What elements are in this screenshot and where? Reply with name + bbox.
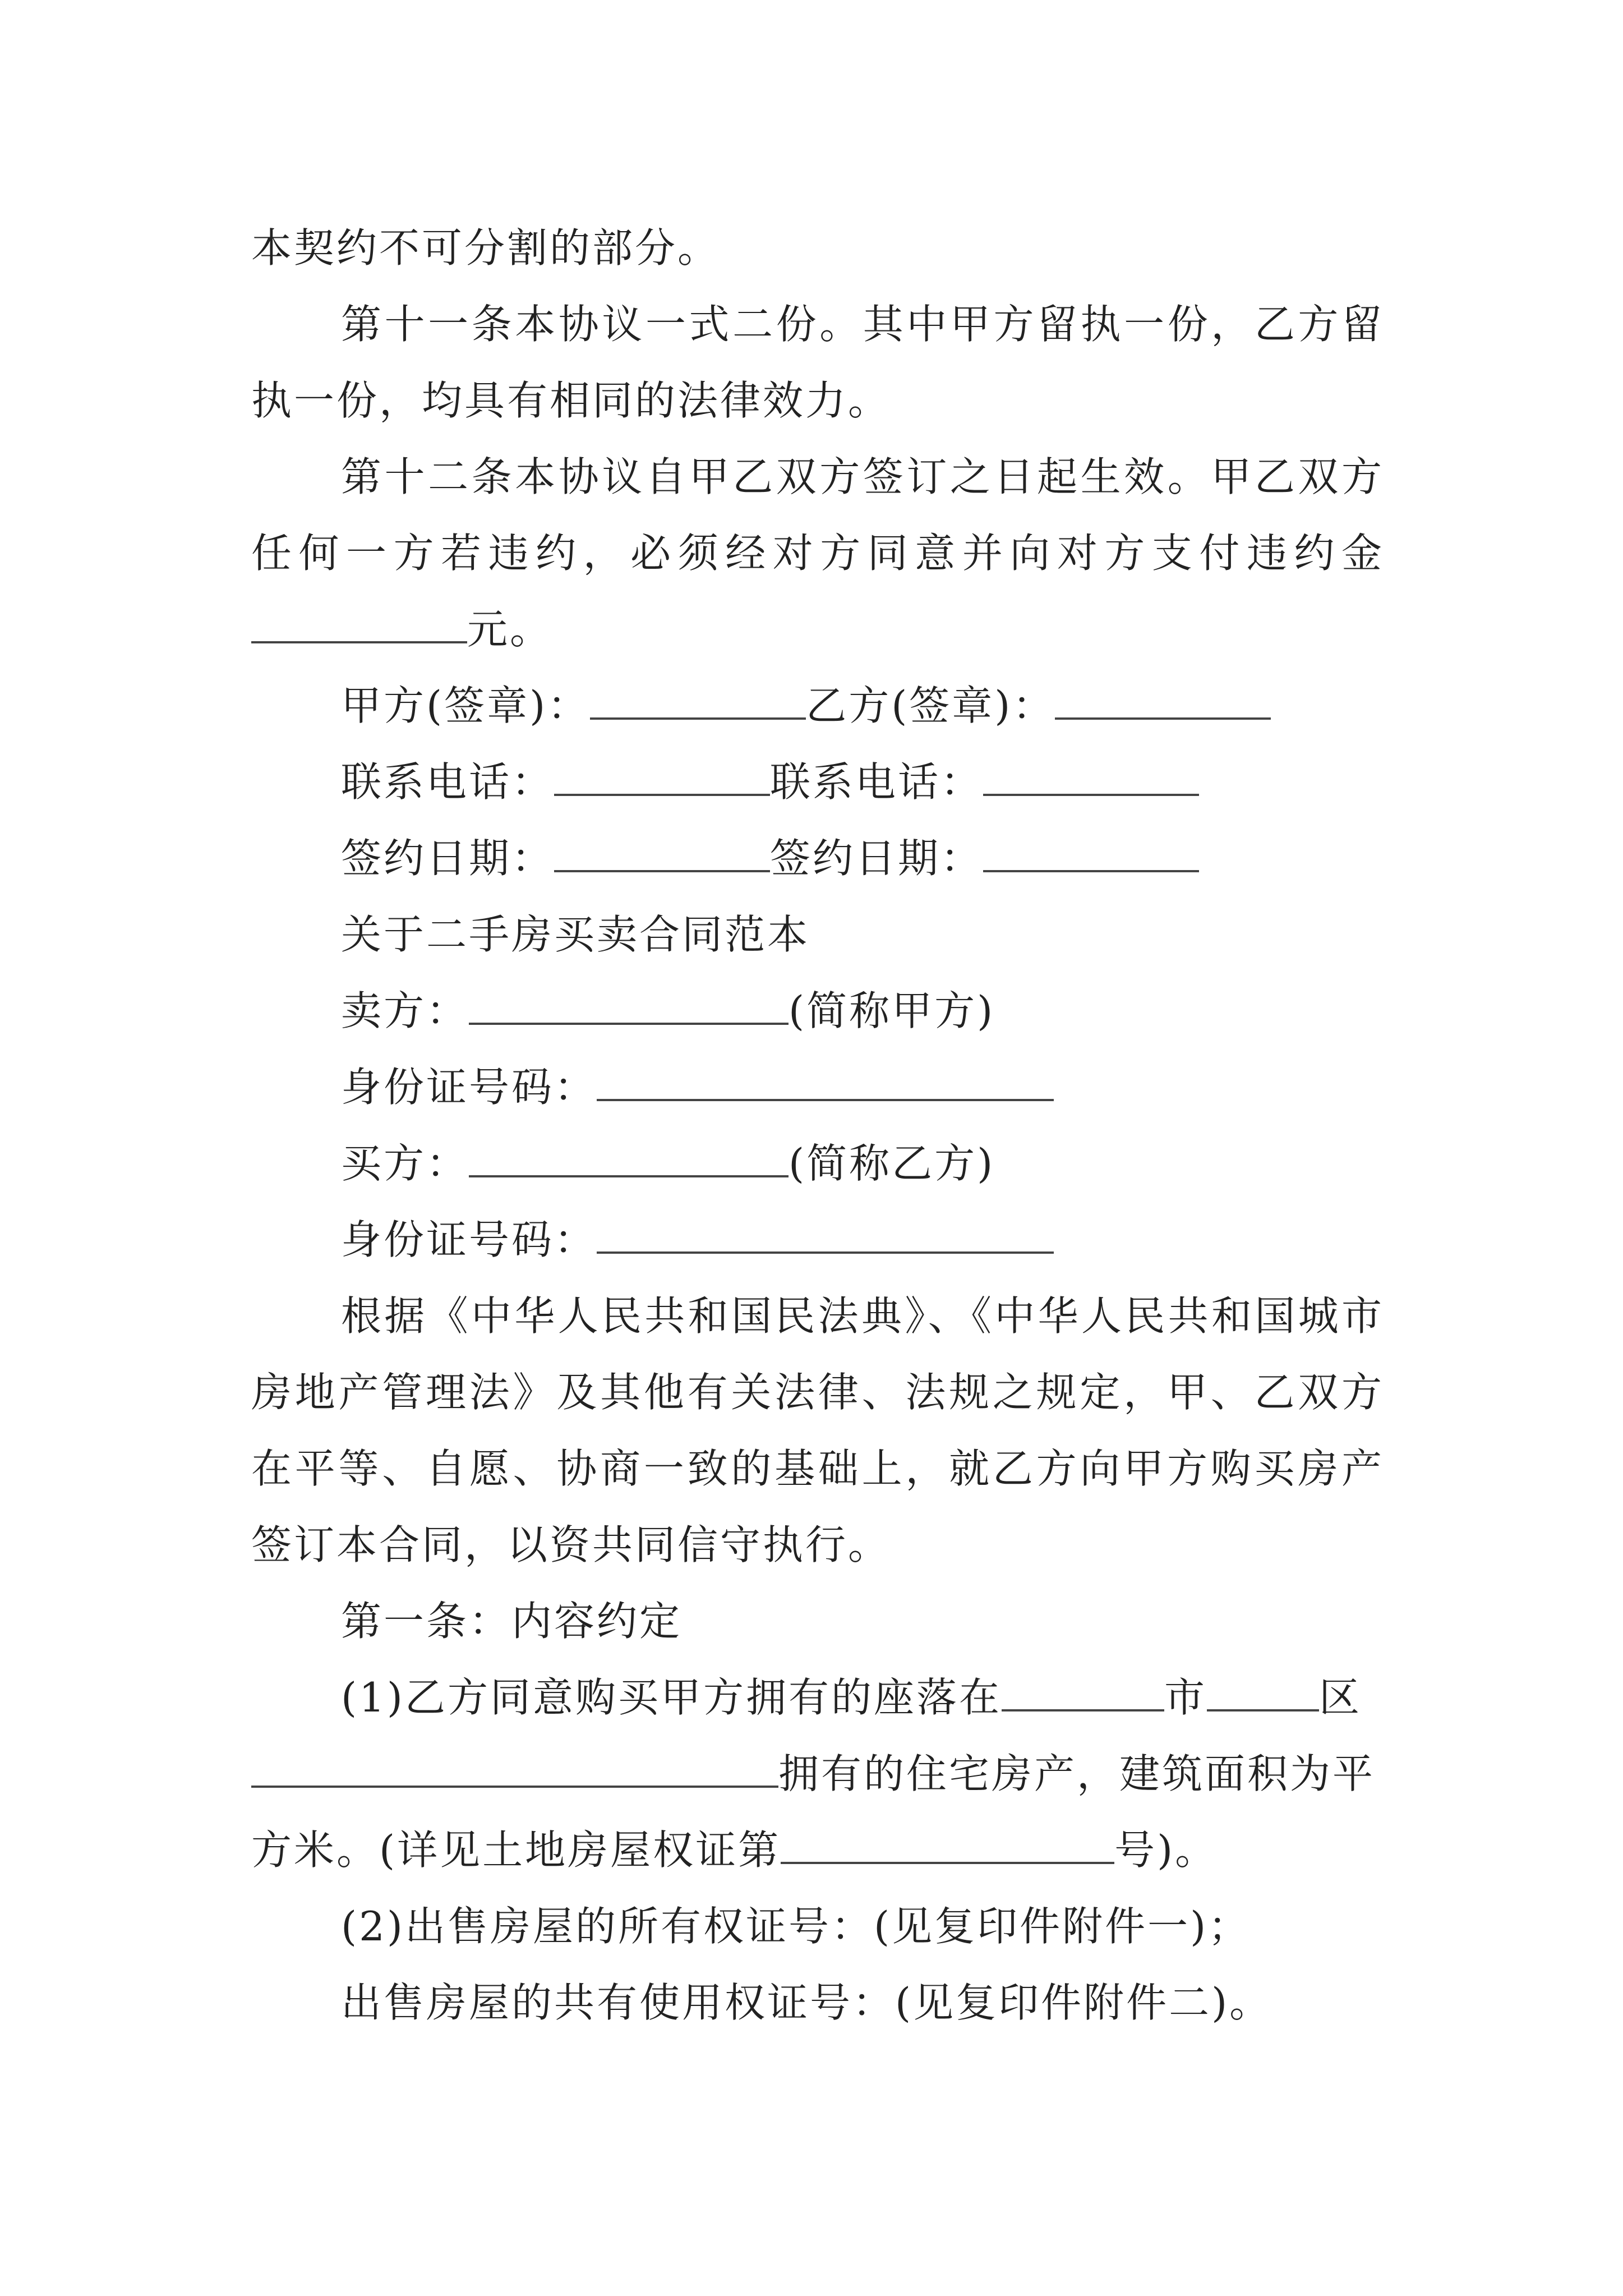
penalty-amount-line bbox=[251, 602, 552, 656]
buyer-suffix: (简称乙方) bbox=[789, 1140, 995, 1187]
line-text: 任何一方若违约，必须经对方同意并向对方支付违约金 bbox=[251, 530, 1384, 577]
party-b-signature-blank bbox=[1055, 684, 1271, 720]
line-text: 签订本合同，以资共同信守执行。 bbox=[251, 1521, 891, 1568]
party-b-phone-blank bbox=[983, 760, 1199, 796]
seller-id-label: 身份证号码： bbox=[341, 1064, 597, 1111]
line-text: 在平等、自愿、协商一致的基础上，就乙方向甲方购买房产 bbox=[251, 1445, 1384, 1492]
line-text: 本契约不可分割的部分。 bbox=[251, 224, 721, 272]
preamble-line-3 bbox=[251, 1442, 1384, 1496]
party-a-phone-blank bbox=[554, 760, 770, 796]
date-line bbox=[341, 831, 1199, 885]
party-a-signature-blank bbox=[590, 684, 806, 720]
district-label: 区 bbox=[1319, 1674, 1362, 1721]
preamble-line-4 bbox=[251, 1518, 891, 1572]
city-blank bbox=[1002, 1676, 1164, 1711]
party-b-phone-label: 联系电话： bbox=[770, 758, 984, 806]
phone-line bbox=[341, 755, 1199, 809]
article-11-line-1 bbox=[341, 297, 1384, 351]
seller-id-blank bbox=[597, 1065, 1054, 1101]
seller-line bbox=[341, 984, 995, 1038]
line-text: 元。 bbox=[467, 606, 553, 653]
line-text: 出售房屋的共有使用权证号：(见复印件附件二)。 bbox=[341, 1979, 1272, 2026]
party-b-date-blank bbox=[983, 836, 1199, 872]
buyer-id-line bbox=[341, 1213, 1054, 1267]
preamble-line-2 bbox=[251, 1365, 1384, 1419]
buyer-line bbox=[341, 1137, 995, 1190]
clause-1-suffix: 号)。 bbox=[1114, 1826, 1218, 1874]
text-line bbox=[251, 221, 720, 275]
line-text: (2)出售房屋的所有权证号：(见复印件附件一)； bbox=[341, 1903, 1251, 1950]
clause-2-line-1 bbox=[341, 1899, 1251, 1953]
article-12-line-2 bbox=[251, 526, 1384, 580]
clause-1-line-2 bbox=[251, 1747, 1375, 1801]
party-b-signature-label: 乙方(签章)： bbox=[806, 682, 1055, 729]
district-blank bbox=[1207, 1676, 1319, 1711]
clause-1-prefix: 方米。(详见土地房屋权证第 bbox=[251, 1826, 781, 1874]
article-1-heading bbox=[341, 1594, 682, 1648]
line-text: 根据《中华人民共和国民法典》、《中华人民共和国城市 bbox=[341, 1292, 1384, 1340]
buyer-id-blank bbox=[597, 1218, 1054, 1254]
party-b-date-label: 签约日期： bbox=[770, 835, 984, 882]
signature-line bbox=[341, 679, 1271, 733]
section-title bbox=[341, 908, 810, 961]
line-text: 第一条：内容约定 bbox=[341, 1598, 683, 1645]
line-text: 拥有的住宅房产，建筑面积为平 bbox=[778, 1750, 1376, 1797]
line-text: 第十二条本协议自甲乙双方签订之日起生效。甲乙双方 bbox=[341, 453, 1384, 500]
buyer-label: 买方： bbox=[341, 1140, 469, 1187]
preamble-line-1 bbox=[341, 1289, 1384, 1343]
article-11-line-2 bbox=[251, 374, 891, 427]
line-text: 第十一条本协议一式二份。其中甲方留执一份，乙方留 bbox=[341, 301, 1384, 348]
penalty-amount-blank bbox=[251, 608, 467, 643]
buyer-id-label: 身份证号码： bbox=[341, 1216, 597, 1263]
party-a-date-blank bbox=[554, 836, 770, 872]
line-text: 执一份，均具有相同的法律效力。 bbox=[251, 377, 891, 424]
seller-id-line bbox=[341, 1060, 1054, 1114]
city-label: 市 bbox=[1164, 1674, 1207, 1721]
seller-suffix: (简称甲方) bbox=[789, 987, 995, 1034]
party-a-date-label: 签约日期： bbox=[341, 835, 555, 882]
address-blank bbox=[251, 1752, 778, 1788]
seller-label: 卖方： bbox=[341, 987, 469, 1034]
line-text: 关于二手房买卖合同范本 bbox=[341, 911, 810, 958]
line-text: 房地产管理法》及其他有关法律、法规之规定，甲、乙双方 bbox=[251, 1369, 1384, 1416]
clause-1-prefix: (1)乙方同意购买甲方拥有的座落在 bbox=[341, 1674, 1002, 1721]
article-12-line-1 bbox=[341, 450, 1384, 504]
clause-1-line-1 bbox=[341, 1671, 1362, 1724]
clause-1-line-3 bbox=[251, 1823, 1218, 1877]
clause-2-line-2 bbox=[341, 1976, 1272, 2030]
party-a-signature-label: 甲方(签章)： bbox=[341, 682, 591, 729]
seller-name-blank bbox=[469, 989, 789, 1025]
certificate-number-blank bbox=[781, 1828, 1114, 1864]
party-a-phone-label: 联系电话： bbox=[341, 758, 555, 806]
buyer-name-blank bbox=[469, 1142, 789, 1177]
